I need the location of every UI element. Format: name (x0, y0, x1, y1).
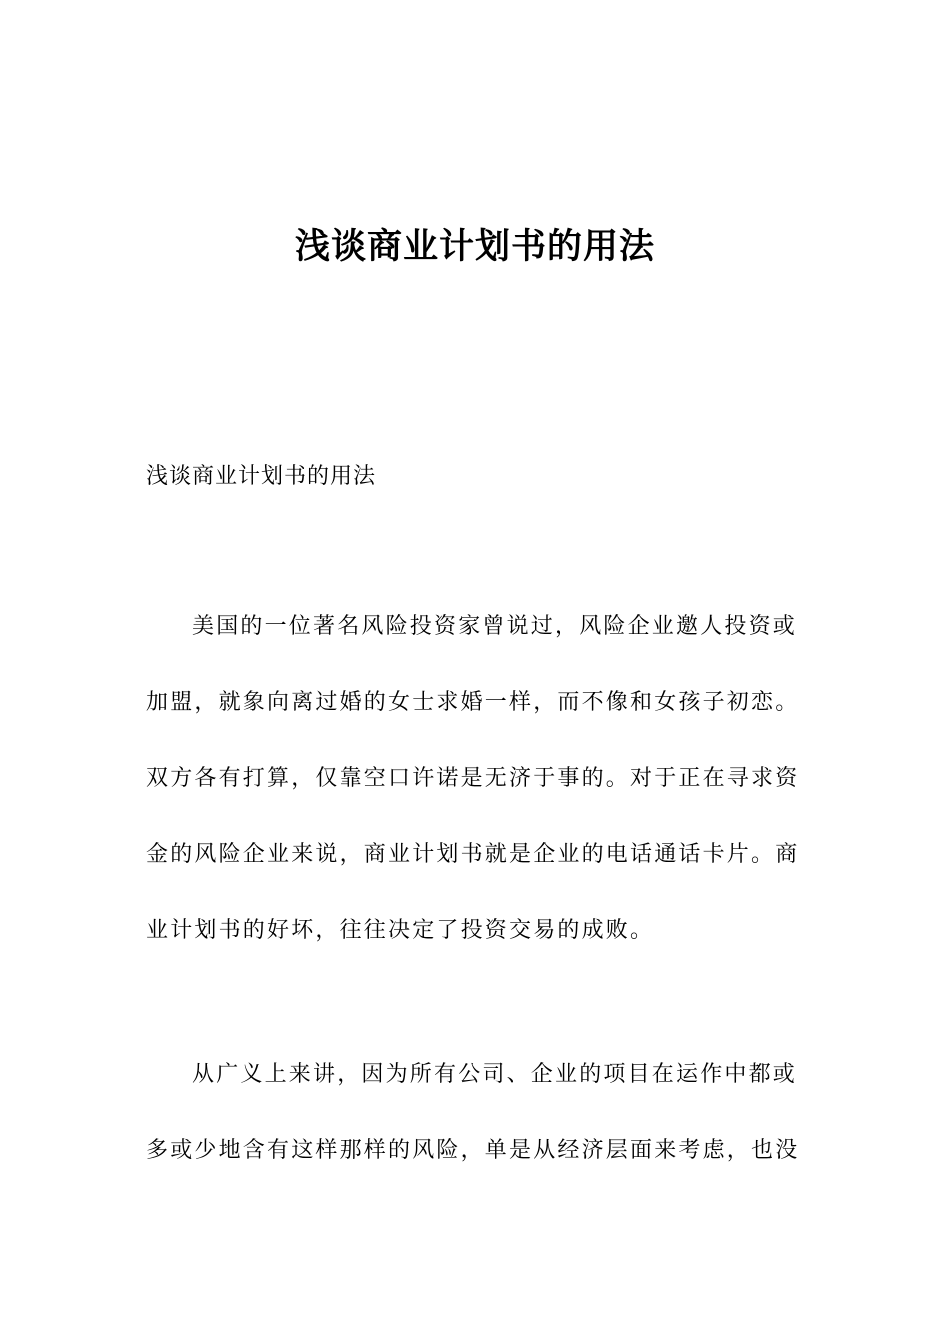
paragraph-line: 业计划书的好坏，往往决定了投资交易的成败。 (146, 918, 655, 943)
document-subtitle: 浅谈商业计划书的用法 (146, 464, 377, 489)
paragraph-line: 双方各有打算，仅靠空口许诺是无济于事的。对于正在寻求资 (146, 766, 800, 791)
paragraph-line: 美国的一位著名风险投资家曾说过，风险企业邀人投资或 (192, 614, 798, 639)
paragraph-line: 金的风险企业来说，商业计划书就是企业的电话通话卡片。商 (146, 842, 800, 867)
paragraph-2 (146, 1058, 806, 1210)
paragraph-1 (146, 610, 806, 990)
paragraph-line: 加盟，就象向离过婚的女士求婚一样，而不像和女孩子初恋。 (146, 690, 800, 715)
paragraph-line: 从广义上来讲，因为所有公司、企业的项目在运作中都或 (192, 1062, 798, 1087)
document-title: 浅谈商业计划书的用法 (294, 227, 655, 267)
paragraph-line: 多或少地含有这样那样的风险，单是从经济层面来考虑，也没 (146, 1138, 800, 1163)
